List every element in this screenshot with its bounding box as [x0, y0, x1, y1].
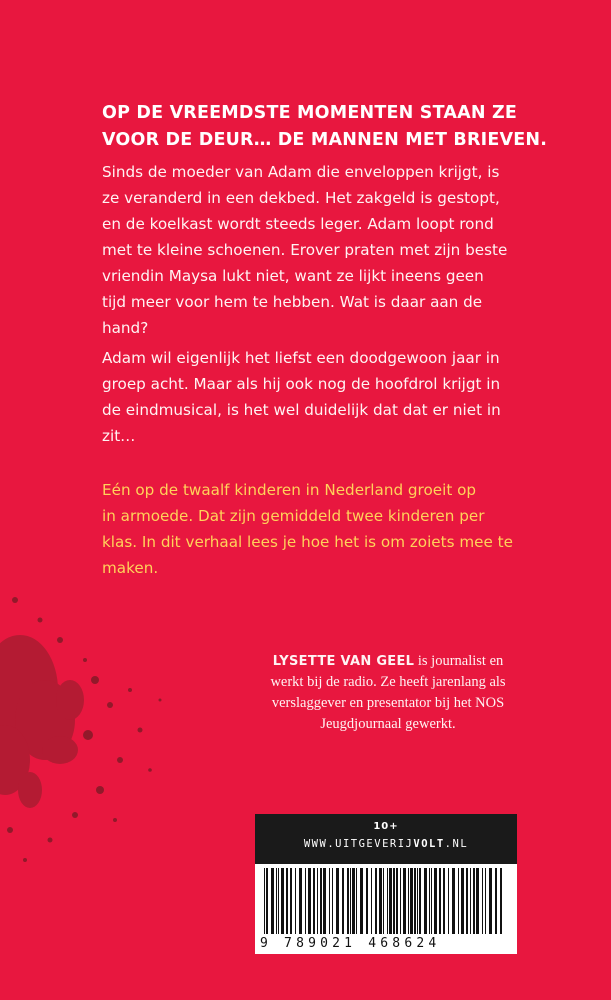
barcode-bar — [439, 868, 441, 934]
barcode-bar — [360, 868, 363, 934]
barcode-bar — [276, 868, 277, 934]
barcode-bar — [366, 868, 368, 934]
text-line: met te kleine schoenen. Erover praten met zijn beste — [102, 241, 508, 259]
barcode-bar — [434, 868, 437, 934]
barcode-bar — [336, 868, 339, 934]
barcode-bar — [476, 868, 479, 934]
isbn-number: 9 789021 468624 — [260, 936, 441, 951]
barcode-bar — [485, 868, 486, 934]
barcode-bar — [466, 868, 468, 934]
barcode-bar — [347, 868, 349, 934]
barcode-bar — [332, 868, 333, 934]
headline-line: VOOR DE DEUR… DE MANNEN MET BRIEVEN. — [102, 130, 548, 150]
barcode-bars — [260, 868, 512, 934]
barcode-bar — [429, 868, 430, 934]
text-line: Sinds de moeder van Adam die enveloppen krijgt, is — [102, 163, 500, 181]
barcode-bar — [500, 868, 502, 934]
author-bio — [258, 651, 518, 735]
barcode-bar — [313, 868, 315, 934]
text-line: en de koelkast wordt steeds leger. Adam loopt rond — [102, 215, 494, 233]
barcode-bar — [371, 868, 372, 934]
age-rating: 10+ — [373, 821, 399, 832]
barcode-bar — [271, 868, 274, 934]
publisher-url: WWW.UITGEVERIJVOLT.NL — [303, 838, 469, 850]
headline-line: OP DE VREEMDSTE MOMENTEN STAAN ZE — [102, 103, 518, 123]
text-line: hand? — [102, 319, 149, 337]
barcode-bar — [281, 868, 284, 934]
barcode-bar — [308, 868, 311, 934]
text-line: Adam wil eigenlijk het liefst een doodgewoon jaar in — [102, 349, 500, 367]
barcode-bar — [410, 868, 413, 934]
text-line: maken. — [102, 559, 159, 577]
barcode-bar — [400, 868, 401, 934]
author-bio-line — [258, 651, 518, 672]
barcode-bar — [352, 868, 355, 934]
barcode-bar — [448, 868, 449, 934]
barcode-bar — [452, 868, 455, 934]
barcode-bar — [350, 868, 351, 934]
barcode-bar — [278, 868, 279, 934]
barcode-bar — [458, 868, 459, 934]
barcode-bar — [495, 868, 497, 934]
barcode-bar — [356, 868, 357, 934]
barcode-bar — [393, 868, 395, 934]
text-line: tijd meer voor hem te hebben. Wat is daar aan de — [102, 293, 483, 311]
barcode-bar — [329, 868, 330, 934]
barcode-bar — [383, 868, 384, 934]
barcode-bar — [266, 868, 268, 934]
barcode-bar — [379, 868, 382, 934]
text-line: vriendin Maysa lukt niet, want ze lijkt ineens geen — [102, 267, 484, 285]
barcode-bar — [387, 868, 388, 934]
author-bio-line: Jeugdjournaal gewerkt. — [320, 716, 456, 732]
blurb-paragraph-2 — [102, 345, 542, 449]
text-line: in armoede. Dat zijn gemiddeld twee kinderen per — [102, 507, 485, 525]
barcode-bar — [417, 868, 418, 934]
barcode-bar — [320, 868, 322, 934]
barcode-bar — [414, 868, 416, 934]
barcode-bar — [286, 868, 288, 934]
barcode-bar — [408, 868, 409, 934]
poverty-statistic-paragraph — [102, 477, 542, 581]
barcode-bar — [264, 868, 265, 934]
barcode-bar — [443, 868, 445, 934]
barcode-bar — [431, 868, 432, 934]
barcode-bar — [323, 868, 326, 934]
barcode-block — [255, 814, 517, 954]
barcode-bar — [389, 868, 392, 934]
barcode-bar — [342, 868, 344, 934]
barcode-bar — [461, 868, 464, 934]
barcode-header — [255, 814, 517, 864]
blurb-paragraph-1 — [102, 159, 542, 341]
barcode-bar — [290, 868, 292, 934]
author-bio-text: is journalist en — [414, 653, 504, 669]
barcode-bar — [473, 868, 475, 934]
text-line: groep acht. Maar als hij ook nog de hoofdrol krijgt in — [102, 375, 501, 393]
author-bio-line: werkt bij de radio. Ze heeft jarenlang als — [270, 674, 506, 690]
author-bio-line: verslaggever en presentator bij het NOS — [271, 695, 505, 711]
text-line: klas. In dit verhaal lees je hoe het is om zoiets mee te — [102, 533, 513, 551]
text-line: ze veranderd in een dekbed. Het zakgeld is gestopt, — [102, 189, 500, 207]
barcode-bar — [419, 868, 421, 934]
barcode-bar — [317, 868, 318, 934]
headline — [102, 100, 548, 154]
barcode-bar — [403, 868, 406, 934]
barcode-bar — [489, 868, 492, 934]
barcode-bar — [470, 868, 471, 934]
barcode-bar — [396, 868, 398, 934]
barcode-bar — [305, 868, 306, 934]
barcode-bar — [424, 868, 427, 934]
text-line: zit… — [102, 427, 136, 445]
author-name: LYSETTE VAN GEEL — [272, 654, 415, 669]
barcode-bar — [482, 868, 483, 934]
barcode-bar — [295, 868, 296, 934]
text-line: de eindmusical, is het wel duidelijk dat dat er niet in — [102, 401, 501, 419]
barcode-bar — [299, 868, 302, 934]
text-line: Eén op de twaalf kinderen in Nederland groeit op — [102, 481, 477, 499]
barcode-bar — [375, 868, 377, 934]
